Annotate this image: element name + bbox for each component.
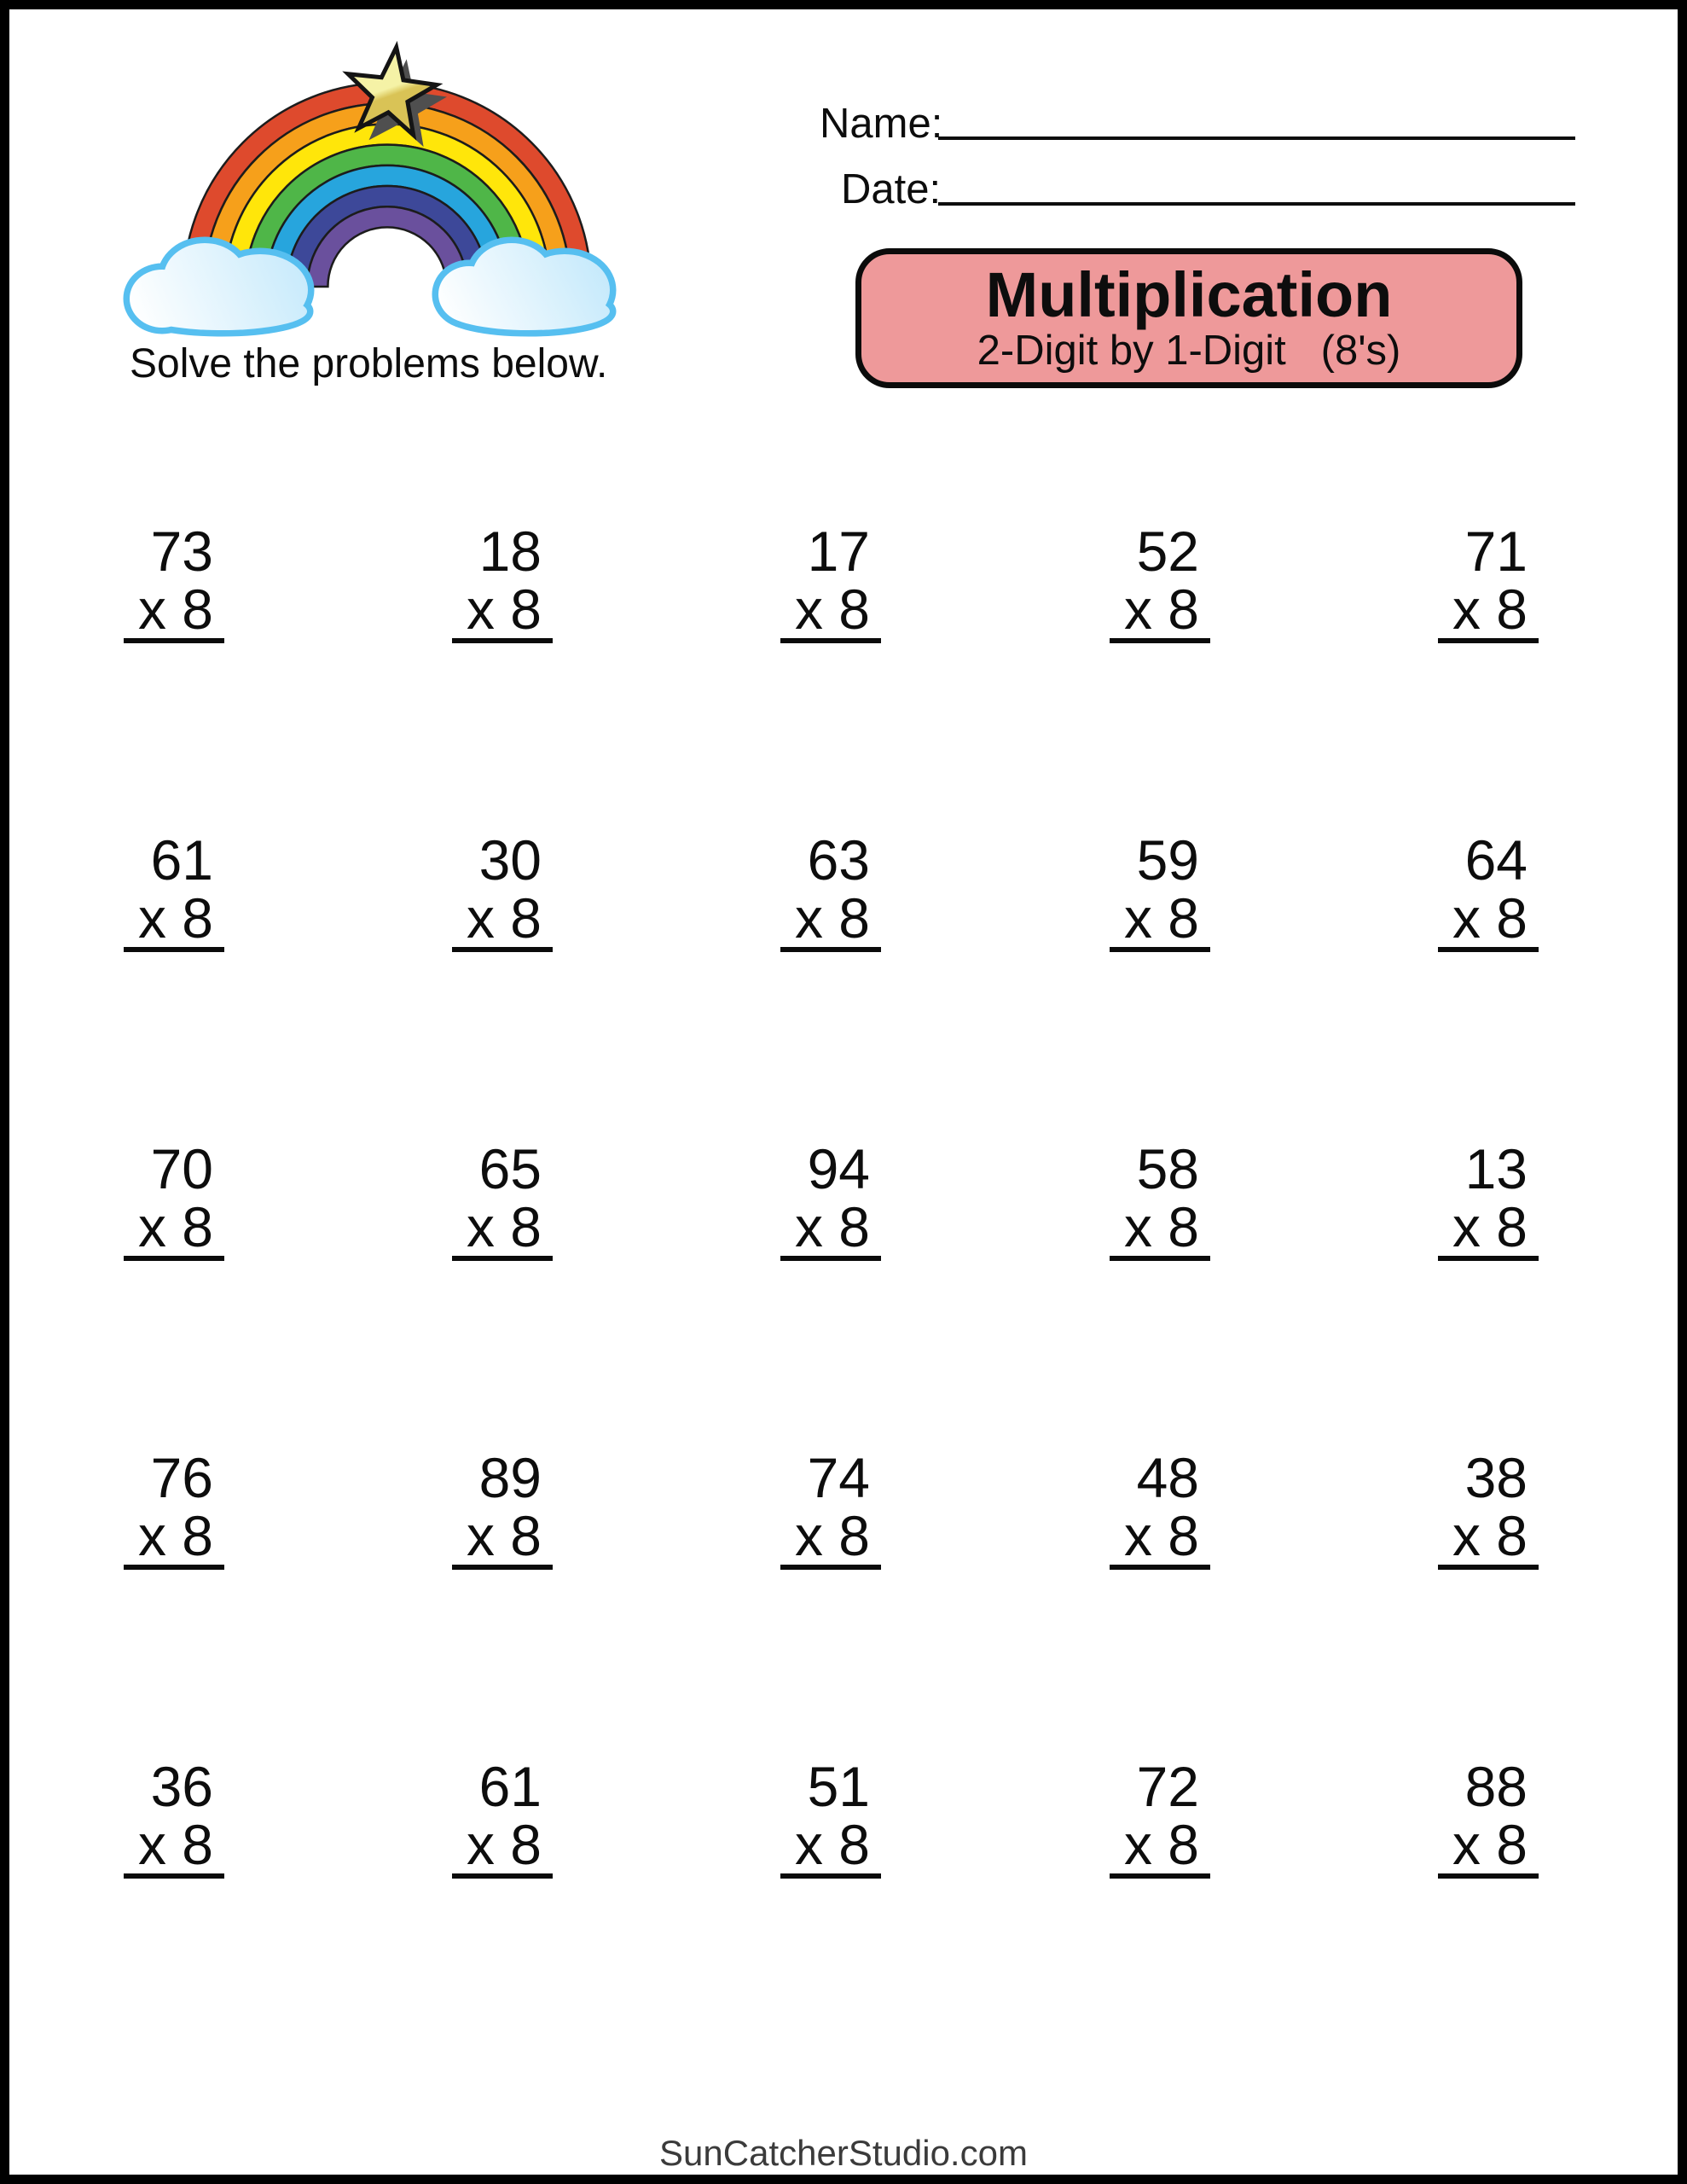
problem-10 [1438,828,1539,952]
multiplicand: 72 [1136,1755,1199,1818]
multiplicand: 58 [1136,1137,1199,1200]
multiplier-row: x 8 [1123,578,1199,641]
name-label: Name: [820,101,943,147]
problem-16 [124,1446,224,1570]
problem-1 [124,522,224,643]
problem-5 [1438,522,1539,643]
multiplier-row: x 8 [466,886,542,950]
multiplicand: 74 [807,1446,870,1509]
multiplier-row: x 8 [137,1195,213,1258]
problem-19 [1110,1446,1210,1570]
multiplicand: 89 [478,1446,542,1509]
problem-11 [124,1137,224,1261]
multiplicand: 64 [1464,828,1528,892]
multiplier-row: x 8 [1452,1813,1528,1876]
multiplier-row: x 8 [794,1195,870,1258]
date-label: Date: [841,166,942,212]
worksheet-title: Multiplication [985,259,1393,330]
multiplicand: 18 [478,520,542,583]
problem-7 [452,828,553,952]
multiplier-row: x 8 [1123,1813,1199,1876]
multiplier-row: x 8 [137,1504,213,1567]
problem-25 [1438,1757,1539,1879]
multiplier-row: x 8 [466,578,542,641]
multiplier-row: x 8 [1123,1195,1199,1258]
footer-credit: SunCatcherStudio.com [659,2133,1028,2173]
multiplicand: 61 [150,828,213,892]
multiplicand: 48 [1136,1446,1199,1509]
multiplicand: 61 [478,1755,542,1818]
problem-13 [780,1137,881,1261]
multiplicand: 59 [1136,828,1199,892]
multiplier-row: x 8 [1452,886,1528,950]
problem-2 [452,522,553,643]
multiplicand: 63 [807,828,870,892]
problem-3 [780,522,881,643]
multiplicand: 76 [150,1446,213,1509]
multiplier-row: x 8 [466,1195,542,1258]
problem-23 [780,1757,881,1879]
problem-22 [452,1757,553,1879]
problem-14 [1110,1137,1210,1261]
instruction-text: Solve the problems below. [130,341,608,386]
problem-4 [1110,522,1210,643]
problem-8 [780,828,881,952]
problem-15 [1438,1137,1539,1261]
multiplier-row: x 8 [794,886,870,950]
multiplier-row: x 8 [137,1813,213,1876]
multiplicand: 73 [150,520,213,583]
multiplier-row: x 8 [466,1504,542,1567]
problem-20 [1438,1446,1539,1570]
problem-12 [452,1137,553,1261]
multiplicand: 51 [807,1755,870,1818]
problem-6 [124,828,224,952]
multiplier-row: x 8 [137,578,213,641]
problem-24 [1110,1757,1210,1879]
multiplicand: 17 [807,520,870,583]
problem-18 [780,1446,881,1570]
multiplier-row: x 8 [1452,1504,1528,1567]
multiplicand: 30 [478,828,542,892]
multiplicand: 71 [1464,520,1528,583]
multiplicand: 94 [807,1137,870,1200]
multiplicand: 38 [1464,1446,1528,1509]
problem-9 [1110,828,1210,952]
worksheet-subtitle: 2-Digit by 1-Digit (8's) [977,328,1401,374]
problem-17 [452,1446,553,1570]
multiplier-row: x 8 [794,1813,870,1876]
multiplier-row: x 8 [1123,1504,1199,1567]
multiplicand: 70 [150,1137,213,1200]
multiplier-row: x 8 [466,1813,542,1876]
multiplier-row: x 8 [794,1504,870,1567]
multiplicand: 52 [1136,520,1199,583]
multiplicand: 13 [1464,1137,1528,1200]
multiplicand: 65 [478,1137,542,1200]
problem-21 [124,1757,224,1879]
multiplier-row: x 8 [137,886,213,950]
multiplier-row: x 8 [1452,578,1528,641]
multiplier-row: x 8 [794,578,870,641]
multiplier-row: x 8 [1123,886,1199,950]
multiplicand: 88 [1464,1755,1528,1818]
multiplicand: 36 [150,1755,213,1818]
multiplier-row: x 8 [1452,1195,1528,1258]
